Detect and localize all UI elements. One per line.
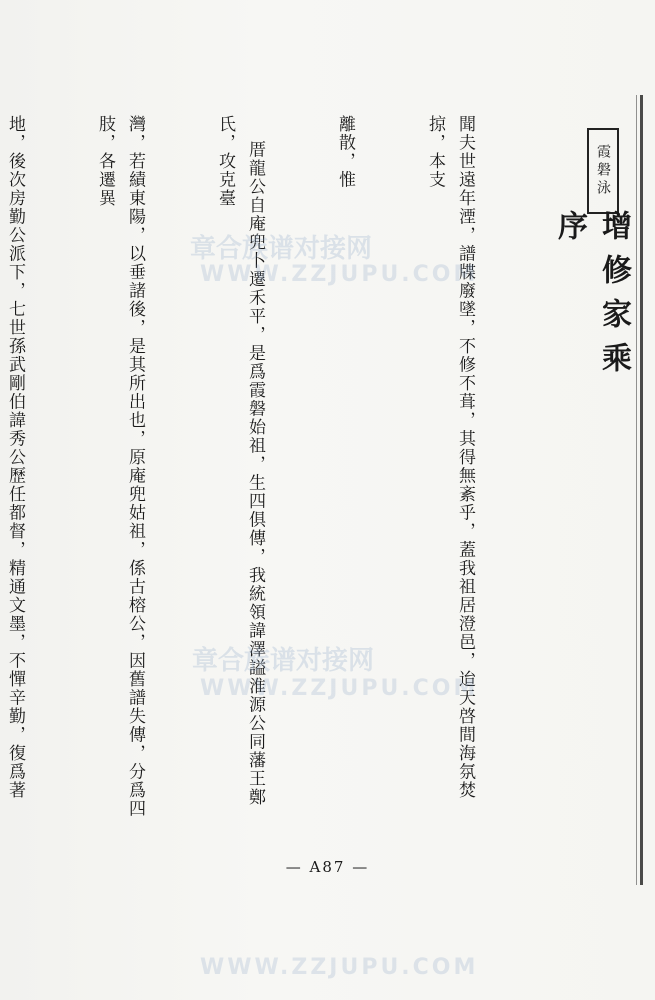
page-edge-thin-line (636, 95, 637, 885)
text-column: 離散，惟 (335, 115, 355, 189)
watermark-text: 章合族谱对接网 (192, 646, 375, 676)
page-edge-line (640, 95, 643, 885)
text-column: 聞夫世遠年湮，譜牒廢墜，不修不葺，其得無紊乎，蓋我祖居澄邑，迨天啓間海氛焚掠，本支 (425, 115, 475, 800)
section-label-box (587, 128, 619, 214)
watermark-url: WWW.ZZJUPU.COM (200, 262, 479, 287)
text-column: 地，後次房勤公派下，七世孫武剛伯諱秀公歷任都督，精通文墨，不憚辛勤，復爲著 (5, 115, 25, 800)
preface-body (5, 115, 540, 835)
watermark-text: 章合族谱对接网 (190, 234, 373, 264)
watermark-url: WWW.ZZJUPU.COM (200, 955, 479, 980)
text-column: 灣，若績東陽，以垂諸後，是其所出也，原庵兜姑祖，係古榕公，因舊譜失傳，分爲四肢，各遷異 (95, 115, 145, 818)
watermark-url: WWW.ZZJUPU.COM (200, 676, 479, 701)
page-title: 增修家乘序 (552, 210, 631, 386)
page-number: — A87 — (285, 858, 370, 876)
section-label: 霞磐泳 (595, 144, 611, 198)
text-column: 厝龍公自庵兜卜遷禾平，是爲霞磐始祖，生四俱傳，我統領諱澤謚淮源公同藩王鄭氏，攻克臺 (215, 115, 265, 807)
